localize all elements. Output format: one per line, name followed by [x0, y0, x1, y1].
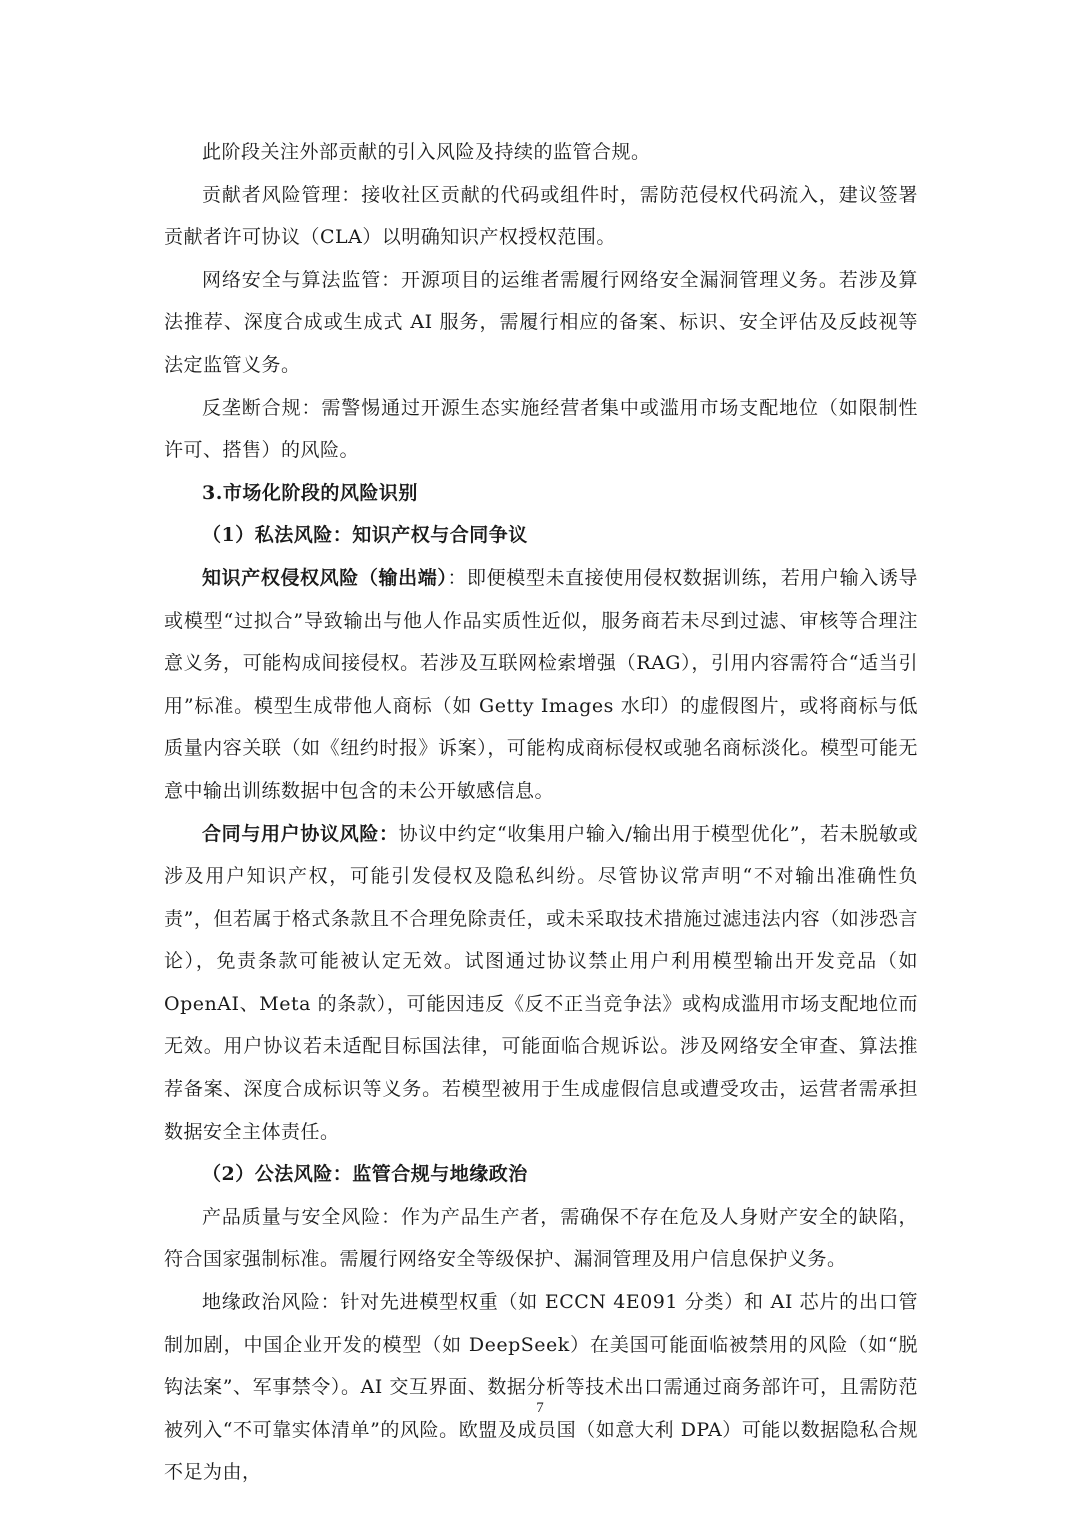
ip-risk-lead: 知识产权侵权风险（输出端） [202, 566, 448, 589]
paragraph-ip-risk [164, 557, 918, 813]
paragraph-contract-risk [164, 813, 918, 1154]
ip-risk-text: ：即便模型未直接使用侵权数据训练，若用户输入诱导或模型“过拟合”导致输出与他人作品实质性近似，服务商若未尽到过滤、审核等合理注意义务，可能构成间接侵权。若涉及互联网检索增强（RAG），引用内容需符合“适当引用”标准。模型生成带他人商标（如 Getty Images 水印）的虚假图片，或将商标与低质量内容关联（如《纽约时报》诉案），可能构成商标侵权或驰名商标淡化。模型可能无意中输出训练数据中包含的未公开敏感信息。 [164, 566, 918, 802]
contract-risk-lead: 合同与用户协议风险： [202, 822, 399, 845]
subsection-heading-public-law: （2）公法风险：监管合规与地缘政治 [202, 1163, 528, 1186]
contract-risk-text: 协议中约定“收集用户输入/输出用于模型优化”，若未脱敏或涉及用户知识产权，可能引发侵权及隐私纠纷。尽管协议常声明“不对输出准确性负责”，但若属于格式条款且不合理免除责任，或未采取技术措施过滤违法内容（如涉恐言论），免责条款可能被认定无效。试图通过协议禁止用户利用模型输出开发竞品（如 OpenAI、Meta 的条款），可能因违反《反不正当竞争法》或构成滥用市场支配地位而无效。用户协议若未适配目标国法律，可能面临合规诉讼。涉及网络安全审查、算法推荐备案、深度合成标识等义务。若模型被用于生成虚假信息或遭受攻击，运营者需承担数据安全主体责任。 [164, 822, 918, 1143]
paragraph: 地缘政治风险：针对先进模型权重（如 ECCN 4E091 分类）和 AI 芯片的出口管制加剧，中国企业开发的模型（如 DeepSeek）在美国可能面临被禁用的风险（如“脱钩法案”、军事禁令）。AI 交互界面、数据分析等技术出口需通过商务部许可，且需防范被列入“不可靠实体清单”的风险。欧盟及成员国（如意大利 DPA）可能以数据隐私合规不足为由， [164, 1291, 918, 1484]
paragraph: 反垄断合规：需警惕通过开源生态实施经营者集中或滥用市场支配地位（如限制性许可、搭售）的风险。 [164, 396, 918, 462]
body-text [164, 131, 918, 1494]
section-heading: 3.市场化阶段的风险识别 [202, 481, 418, 504]
page-number: 7 [536, 1400, 544, 1416]
paragraph: 此阶段关注外部贡献的引入风险及持续的监管合规。 [202, 141, 651, 163]
paragraph: 网络安全与算法监管：开源项目的运维者需履行网络安全漏洞管理义务。若涉及算法推荐、深度合成或生成式 AI 服务，需履行相应的备案、标识、安全评估及反歧视等法定监管义务。 [164, 268, 918, 376]
paragraph: 产品质量与安全风险：作为产品生产者，需确保不存在危及人身财产安全的缺陷，符合国家强制标准。需履行网络安全等级保护、漏洞管理及用户信息保护义务。 [164, 1205, 918, 1271]
paragraph: 贡献者风险管理：接收社区贡献的代码或组件时，需防范侵权代码流入，建议签署贡献者许可协议（CLA）以明确知识产权授权范围。 [164, 183, 918, 249]
subsection-heading-private-law: （1）私法风险：知识产权与合同争议 [202, 524, 528, 547]
